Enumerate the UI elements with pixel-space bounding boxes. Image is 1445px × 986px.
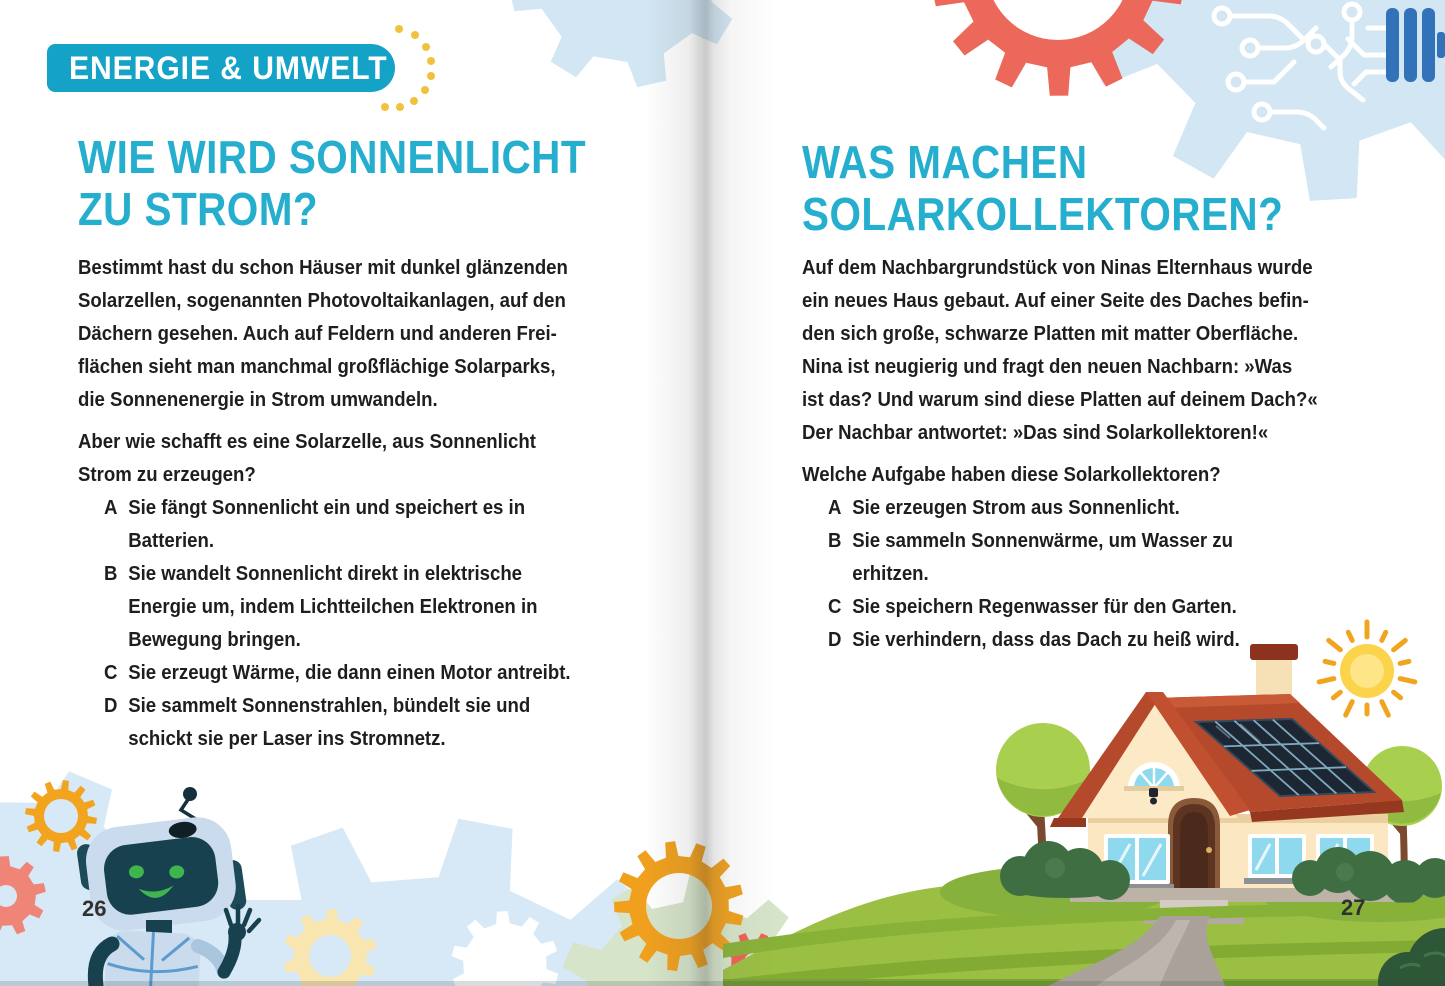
option-text (128, 558, 537, 657)
option-letter: D (104, 695, 118, 717)
robot-forearm (224, 936, 235, 972)
wall-lamp (1149, 788, 1158, 805)
text-line: Nina ist neugierig und fragt den neuen Nachbarn: »Was (802, 356, 1293, 378)
option-letter: C (104, 662, 118, 684)
option-text (852, 624, 1240, 657)
answer-option-b (802, 525, 1318, 591)
answer-options (78, 492, 571, 756)
sun-ray (1319, 679, 1334, 682)
left-page-title (78, 131, 586, 235)
right-page-body (802, 252, 1318, 657)
sun-icon (1319, 622, 1415, 715)
text-line: Strom zu erzeugen? (78, 464, 256, 486)
option-text (128, 492, 525, 558)
text-line: Sie wandelt Sonnenlicht direkt in elektrische (128, 563, 523, 585)
quiz-question (78, 426, 571, 492)
sun-ray (1394, 640, 1406, 649)
title-line: WIE WIRD SONNENLICHT (78, 131, 587, 183)
text-line: Sie fängt Sonnenlicht ein und speichert es in (128, 497, 526, 519)
answer-options (802, 492, 1318, 657)
text-line: Bestimmt hast du schon Häuser mit dunkel glänzenden (78, 257, 568, 279)
category-badge (47, 44, 395, 92)
sun-ray (1382, 702, 1389, 716)
answer-option-d (78, 690, 571, 756)
robot-antenna-tip (183, 787, 197, 801)
option-letter: B (828, 530, 842, 552)
answer-option-a (78, 492, 571, 558)
text-line: Energie um, indem Lichtteilchen Elektronen in (128, 596, 538, 618)
text-line: Batterien. (128, 530, 215, 552)
text-line: Sie erzeugt Wärme, die dann einen Motor antreibt. (128, 662, 571, 684)
text-line: Welche Aufgabe haben diese Solarkollektoren? (802, 464, 1221, 486)
text-line: Sie sammeln Sonnenwärme, um Wasser zu (852, 530, 1233, 552)
category-badge-label: ENERGIE & UMWELT (69, 49, 388, 86)
text-line: Auf dem Nachbargrundstück von Ninas Elternhaus wurde (802, 257, 1313, 279)
option-letter: A (828, 497, 842, 519)
answer-option-c (802, 591, 1318, 624)
option-letter: A (104, 497, 118, 519)
answer-option-d (802, 624, 1318, 657)
right-page-title (802, 136, 1283, 240)
left-page-body (78, 252, 571, 756)
text-line: ist das? Und warum sind diese Platten auf deinem Dach?« (802, 389, 1318, 411)
option-text (852, 492, 1180, 525)
text-line: Der Nachbar antwortet: »Das sind Solarkollektoren!« (802, 422, 1269, 444)
text-line: Sie speichern Regenwasser für den Garten. (852, 596, 1237, 618)
text-line: Aber wie schafft es eine Solarzelle, aus Sonnenlicht (78, 431, 536, 453)
intro-paragraph (802, 252, 1318, 450)
text-line: Dächern gesehen. Auch auf Feldern und anderen Frei- (78, 323, 557, 345)
text-line: erhitzen. (852, 563, 929, 585)
sun-ray (1394, 692, 1401, 698)
option-text (852, 525, 1233, 591)
text-line: ein neues Haus gebaut. Auf einer Seite des Daches befin- (802, 290, 1309, 312)
quiz-question (802, 459, 1318, 492)
answer-option-c (78, 657, 571, 690)
sun-ray (1400, 679, 1415, 682)
sun-ray (1348, 632, 1352, 640)
text-line: Sie erzeugen Strom aus Sonnenlicht. (852, 497, 1180, 519)
option-text (128, 657, 570, 690)
option-text (852, 591, 1237, 624)
sun-ray (1382, 632, 1386, 640)
right-page-number: 27 (1341, 895, 1366, 920)
front-door (1168, 798, 1220, 890)
intro-paragraph (78, 252, 571, 417)
text-line: Solarzellen, sogenannten Photovoltaikanlagen, auf den (78, 290, 566, 312)
sun-ray (1325, 661, 1334, 663)
sun-ray (1333, 692, 1340, 698)
badge-dots-decoration (380, 24, 450, 116)
title-line: ZU STROM? (78, 183, 319, 235)
option-letter: B (104, 563, 118, 585)
robot-mascot-illustration (60, 770, 280, 986)
option-text (128, 690, 530, 756)
gear-icon (508, 0, 743, 87)
text-line: die Sonnenenergie in Strom umwandeln. (78, 389, 438, 411)
text-line: den sich große, schwarze Platten mit matter Oberfläche. (802, 323, 1299, 345)
sun-ray (1346, 702, 1353, 716)
sun-ray (1329, 640, 1341, 649)
text-line: schickt sie per Laser ins Stromnetz. (128, 728, 446, 750)
text-line: flächen sieht man manchmal großflächige Solarparks, (78, 356, 556, 378)
option-letter: D (828, 629, 842, 651)
option-letter: C (828, 596, 842, 618)
answer-option-b (78, 558, 571, 657)
text-line: Sie verhindern, dass das Dach zu heiß wird. (852, 629, 1240, 651)
text-line: Sie sammelt Sonnenstrahlen, bündelt sie und (128, 695, 531, 717)
title-line: WAS MACHEN (802, 136, 1088, 188)
title-line: SOLARKOLLEKTOREN? (802, 188, 1284, 240)
robot-waving-hand (226, 906, 259, 941)
sun-ray (1400, 661, 1409, 663)
robot-torso (104, 930, 202, 986)
text-line: Bewegung bringen. (128, 629, 301, 651)
solar-house-illustration (723, 600, 1445, 986)
left-page-number: 26 (82, 896, 107, 921)
answer-option-a (802, 492, 1318, 525)
